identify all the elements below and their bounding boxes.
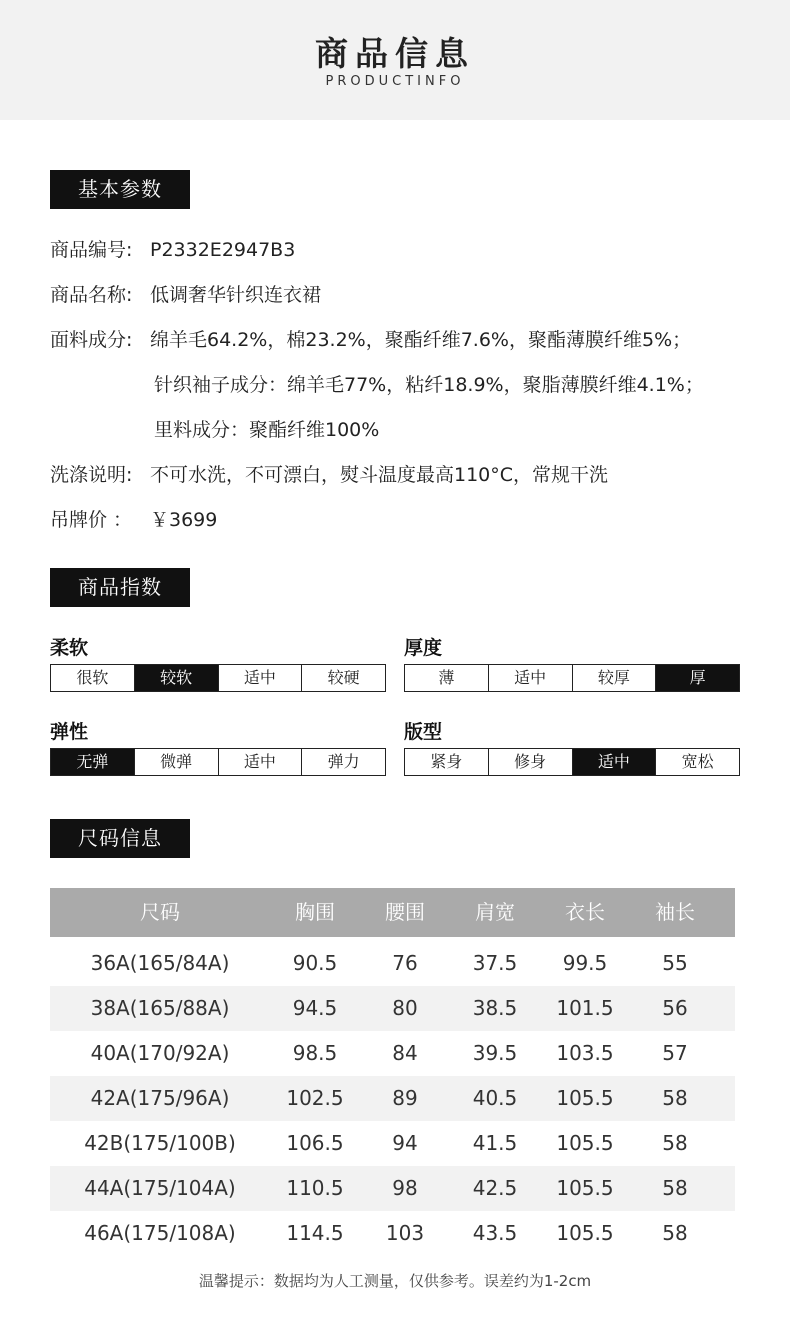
size-note: 温馨提示：数据均为人工测量，仅供参考。误差约为1-2cm xyxy=(198,1272,592,1290)
param-fabric-value: 绵羊毛64.2%，棉23.2%，聚酯纤维7.6%，聚酯薄膜纤维5%； xyxy=(150,329,692,351)
size-cell: 57 xyxy=(662,1041,688,1065)
size-cell: 42.5 xyxy=(472,1176,518,1200)
size-cell: 38.5 xyxy=(472,996,518,1020)
size-cell: 102.5 xyxy=(286,1086,344,1110)
size-cell: 40.5 xyxy=(472,1086,518,1110)
index-thickness xyxy=(404,636,740,692)
size-cell: 42A(175/96A) xyxy=(90,1086,230,1110)
size-header-cell: 胸围 xyxy=(295,900,335,924)
param-fabric xyxy=(50,328,691,352)
size-cell: 98.5 xyxy=(292,1041,338,1065)
param-name-value: 低调奢华针织连衣裙 xyxy=(150,284,322,306)
index-title: 版型 xyxy=(404,721,443,743)
size-cell: 94.5 xyxy=(292,996,338,1020)
size-header-cell: 肩宽 xyxy=(475,900,515,924)
size-header-cell: 袖长 xyxy=(655,900,695,924)
index-option: 弹力 xyxy=(327,752,360,771)
size-cell: 80 xyxy=(392,996,418,1020)
size-cell: 39.5 xyxy=(472,1041,518,1065)
index-option: 较厚 xyxy=(573,665,657,691)
param-sleeve-value: 针织袖子成分：绵羊毛77%，粘纤18.9%，聚脂薄膜纤维4.1%； xyxy=(154,374,704,396)
param-name xyxy=(50,283,321,307)
index-option: 厚 xyxy=(656,665,739,691)
index-option: 适中 xyxy=(489,665,573,691)
param-wash-value: 不可水洗，不可漂白，熨斗温度最高110°C，常规干洗 xyxy=(150,464,609,486)
size-cell: 105.5 xyxy=(556,1176,614,1200)
index-option: 宽松 xyxy=(681,752,714,771)
index-option: 修身 xyxy=(489,749,573,775)
size-table-header xyxy=(50,888,735,937)
index-option: 适中 xyxy=(219,749,303,775)
index-scale xyxy=(404,748,740,776)
param-wash-label: 洗涤说明: xyxy=(50,464,133,486)
size-cell: 58 xyxy=(662,1176,688,1200)
size-cell: 105.5 xyxy=(556,1086,614,1110)
size-cell: 56 xyxy=(662,996,688,1020)
index-option: 薄 xyxy=(405,665,489,691)
size-cell: 105.5 xyxy=(556,1221,614,1245)
size-row xyxy=(50,1076,735,1121)
section-tag-sizes: 尺码信息 xyxy=(50,819,190,858)
size-header-cell: 腰围 xyxy=(385,900,425,924)
param-lining-value: 里料成分：聚酯纤维100% xyxy=(154,419,380,441)
size-cell: 44A(175/104A) xyxy=(84,1176,236,1200)
param-code-value: P2332E2947B3 xyxy=(150,239,296,261)
index-option: 无弹 xyxy=(51,749,135,775)
index-scale xyxy=(50,748,386,776)
size-cell: 105.5 xyxy=(556,1131,614,1155)
size-cell: 110.5 xyxy=(286,1176,344,1200)
index-title: 弹性 xyxy=(50,721,89,743)
size-cell: 37.5 xyxy=(472,951,518,975)
index-option: 紧身 xyxy=(405,749,489,775)
size-cell: 103 xyxy=(385,1221,425,1245)
param-wash xyxy=(50,463,608,487)
page-title: 商品信息 xyxy=(315,34,475,73)
size-table-body xyxy=(50,941,735,1256)
index-option: 微弹 xyxy=(135,749,219,775)
index-option: 适中 xyxy=(219,665,303,691)
size-cell: 99.5 xyxy=(562,951,608,975)
page-subtitle: PRODUCTINFO xyxy=(325,74,465,89)
size-cell: 43.5 xyxy=(472,1221,518,1245)
size-row xyxy=(50,941,735,986)
size-cell: 98 xyxy=(392,1176,418,1200)
index-option: 较软 xyxy=(135,665,219,691)
size-row xyxy=(50,1166,735,1211)
size-cell: 41.5 xyxy=(472,1131,518,1155)
size-cell: 46A(175/108A) xyxy=(84,1221,236,1245)
size-cell: 42B(175/100B) xyxy=(84,1131,236,1155)
index-softness xyxy=(50,636,386,692)
size-cell: 38A(165/88A) xyxy=(90,996,230,1020)
size-cell: 103.5 xyxy=(556,1041,614,1065)
index-option: 适中 xyxy=(573,749,657,775)
size-cell: 90.5 xyxy=(292,951,338,975)
param-code xyxy=(50,238,295,262)
index-option: 较硬 xyxy=(327,668,360,687)
size-row xyxy=(50,1211,735,1256)
size-cell: 58 xyxy=(662,1221,688,1245)
size-header-cell: 衣长 xyxy=(565,900,605,924)
size-header-cell: 尺码 xyxy=(140,900,180,924)
param-name-label: 商品名称: xyxy=(50,284,133,306)
size-cell: 36A(165/84A) xyxy=(90,951,230,975)
size-cell: 94 xyxy=(392,1131,418,1155)
size-row xyxy=(50,1031,735,1076)
index-scale xyxy=(404,664,740,692)
size-cell: 84 xyxy=(392,1041,418,1065)
header-banner xyxy=(0,0,790,120)
index-title: 柔软 xyxy=(50,637,89,659)
section-tag-index: 商品指数 xyxy=(50,568,190,607)
param-code-label: 商品编号: xyxy=(50,239,133,261)
index-option: 很软 xyxy=(51,665,135,691)
size-row xyxy=(50,986,735,1031)
size-cell: 114.5 xyxy=(286,1221,344,1245)
size-cell: 58 xyxy=(662,1131,688,1155)
index-scale xyxy=(50,664,386,692)
param-price-label: 吊牌价 ： xyxy=(50,509,133,531)
param-price xyxy=(50,508,217,532)
size-cell: 101.5 xyxy=(556,996,614,1020)
index-title: 厚度 xyxy=(404,637,443,659)
index-fit xyxy=(404,720,740,776)
size-cell: 40A(170/92A) xyxy=(90,1041,230,1065)
size-row xyxy=(50,1121,735,1166)
param-price-value: ￥3699 xyxy=(150,509,218,531)
size-cell: 76 xyxy=(392,951,418,975)
index-elasticity xyxy=(50,720,386,776)
size-table xyxy=(50,888,735,1256)
size-cell: 58 xyxy=(662,1086,688,1110)
size-cell: 106.5 xyxy=(286,1131,344,1155)
param-fabric-label: 面料成分: xyxy=(50,329,133,351)
section-tag-basic: 基本参数 xyxy=(50,170,190,209)
size-cell: 55 xyxy=(662,951,688,975)
size-cell: 89 xyxy=(392,1086,418,1110)
